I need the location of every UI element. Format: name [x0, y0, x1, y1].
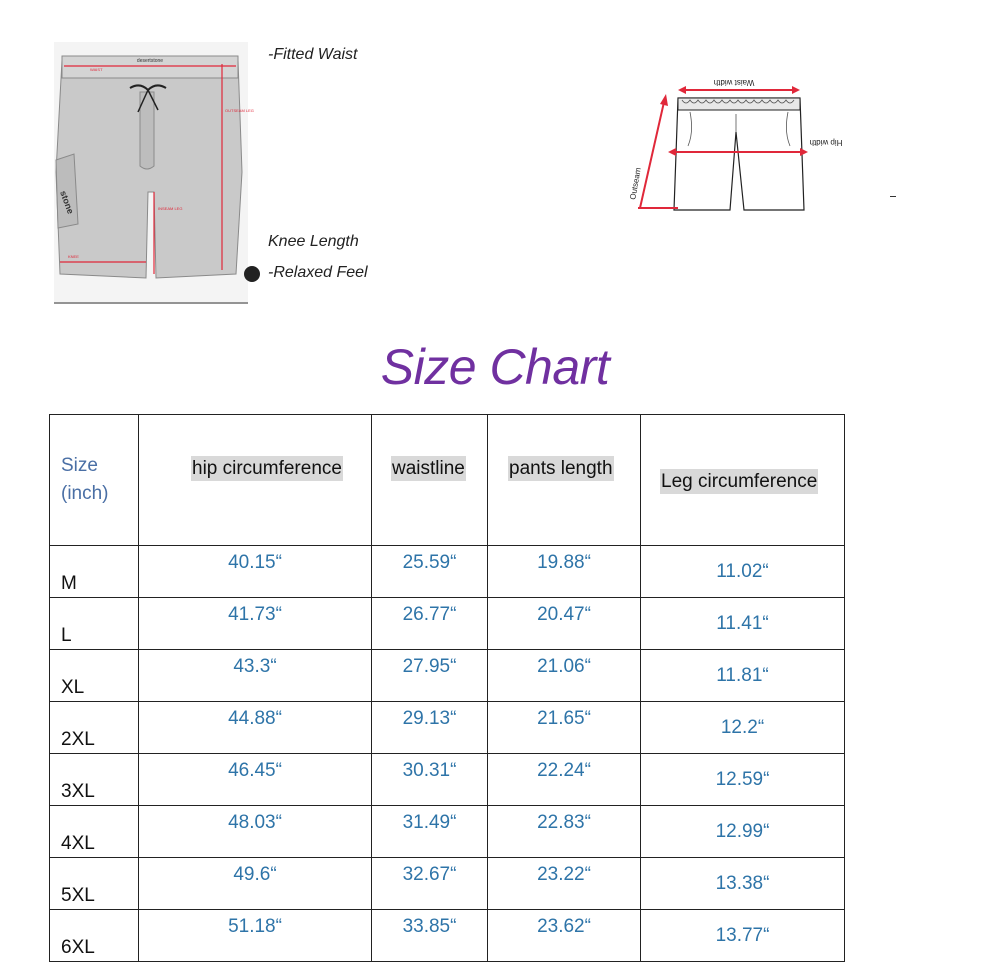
hip-cell: 43.3“ [139, 650, 372, 702]
size-cell: M [50, 546, 139, 598]
page-title: Size Chart [380, 339, 610, 395]
waist-cell: 27.95“ [372, 650, 488, 702]
length-cell: 23.22“ [488, 858, 641, 910]
photo-outseam-label: OUTSEAM LEG [225, 108, 254, 113]
table-row [50, 806, 845, 858]
waist-cell: 30.31“ [372, 754, 488, 806]
column-header-hip: hip circumference [139, 415, 372, 546]
photo-brand-label: desertstone [136, 58, 164, 64]
hip-cell: 44.88“ [139, 702, 372, 754]
size-header-line2: (inch) [61, 483, 109, 504]
leg-cell: 11.02“ [641, 546, 845, 598]
table-header-row [50, 415, 845, 546]
measurement-diagram [608, 72, 868, 214]
size-cell: L [50, 598, 139, 650]
length-cell: 22.24“ [488, 754, 641, 806]
size-header-cell [50, 415, 139, 546]
leg-cell: 13.38“ [641, 858, 845, 910]
size-cell: 3XL [50, 754, 139, 806]
column-header-waist: waistline [372, 415, 488, 546]
length-cell: 22.83“ [488, 806, 641, 858]
length-cell: 21.65“ [488, 702, 641, 754]
hip-cell: 46.45“ [139, 754, 372, 806]
size-cell: 5XL [50, 858, 139, 910]
size-chart-table [49, 414, 845, 962]
table-row [50, 650, 845, 702]
shorts-photo [54, 42, 254, 304]
size-cell: XL [50, 650, 139, 702]
hip-cell: 51.18“ [139, 910, 372, 962]
waist-cell: 25.59“ [372, 546, 488, 598]
size-cell: 6XL [50, 910, 139, 962]
length-cell: 21.06“ [488, 650, 641, 702]
table-row [50, 546, 845, 598]
length-cell: 19.88“ [488, 546, 641, 598]
photo-inseam-label: INSEAM LEG [158, 206, 183, 211]
waist-cell: 31.49“ [372, 806, 488, 858]
column-header-length: pants length [488, 415, 641, 546]
photo-knee-label: KNEE [68, 254, 79, 259]
table-row [50, 598, 845, 650]
leg-cell: 12.99“ [641, 806, 845, 858]
divider-mark [890, 196, 896, 197]
waist-cell: 32.67“ [372, 858, 488, 910]
column-header-leg: Leg circumference [641, 415, 845, 546]
leg-cell: 11.81“ [641, 650, 845, 702]
diagram-waist-label: Waist width [713, 78, 755, 87]
table-row [50, 754, 845, 806]
photo-waist-label: WAIST [90, 67, 103, 72]
hip-cell: 49.6“ [139, 858, 372, 910]
hip-cell: 48.03“ [139, 806, 372, 858]
leg-cell: 11.41“ [641, 598, 845, 650]
feature-knee-length: Knee Length [268, 233, 359, 250]
size-cell: 2XL [50, 702, 139, 754]
size-cell: 4XL [50, 806, 139, 858]
length-cell: 20.47“ [488, 598, 641, 650]
photo-side-logo: stone [58, 189, 76, 216]
feature-fitted-waist: -Fitted Waist [268, 46, 358, 63]
diagram-outseam-label: Outseam [628, 166, 643, 201]
waist-cell: 33.85“ [372, 910, 488, 962]
leg-cell: 13.77“ [641, 910, 845, 962]
size-header-line1: Size [61, 455, 98, 476]
waist-cell: 29.13“ [372, 702, 488, 754]
feature-relaxed-feel: -Relaxed Feel [268, 264, 368, 281]
leg-cell: 12.59“ [641, 754, 845, 806]
hip-cell: 40.15“ [139, 546, 372, 598]
table-row [50, 702, 845, 754]
table-row [50, 910, 845, 962]
diagram-hip-label: Hip width [809, 138, 843, 147]
leg-cell: 12.2“ [641, 702, 845, 754]
waist-cell: 26.77“ [372, 598, 488, 650]
length-cell: 23.62“ [488, 910, 641, 962]
hip-cell: 41.73“ [139, 598, 372, 650]
table-row [50, 858, 845, 910]
